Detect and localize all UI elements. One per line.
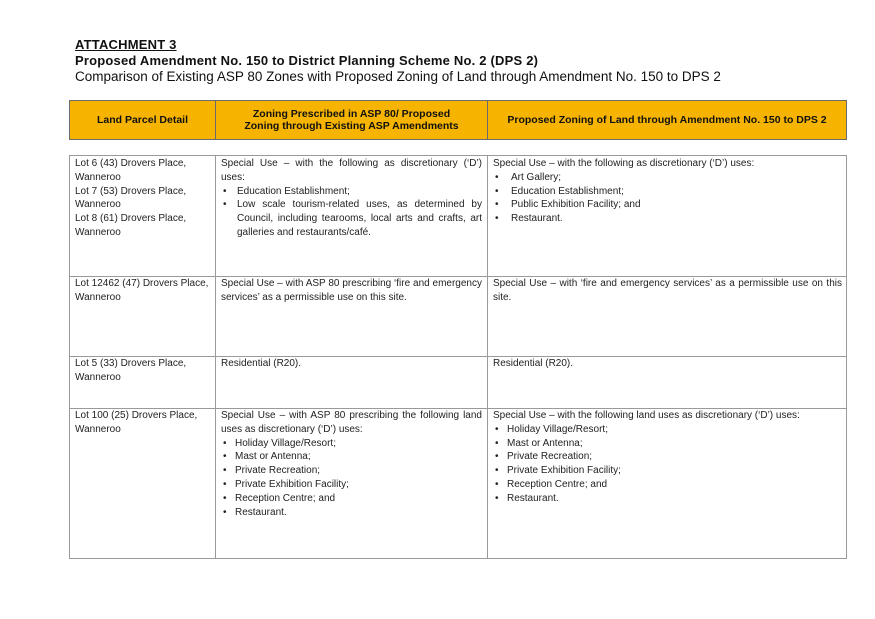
zoning-intro: Residential (R20). (493, 358, 574, 369)
table-row-3-parcel (75, 357, 209, 385)
list-item: • Holiday Village/Resort; (221, 437, 482, 451)
list-item: • Restaurant. (493, 212, 842, 226)
table-row-4-existing (221, 409, 482, 519)
column-header-proposed-zoning: Proposed Zoning of Land through Amendment No. 150 to DPS 2 (507, 114, 827, 126)
parcel-line: Lot 8 (61) Drovers Place, Wanneroo (75, 213, 187, 238)
list-item: • Reception Centre; and (493, 478, 842, 492)
zoning-intro: Residential (R20). (221, 358, 302, 369)
table-row-1-parcel (75, 157, 209, 240)
table-row-4-proposed (493, 409, 842, 506)
column-divider (487, 156, 488, 558)
list-item: • Private Exhibition Facility; (221, 478, 482, 492)
table-row-4-parcel (75, 409, 209, 437)
zoning-intro: Special Use – with the following land uses as discretionary (‘D’) uses: (493, 410, 800, 421)
use-list (493, 171, 842, 226)
column-divider (215, 156, 216, 558)
table-row-3-proposed (493, 357, 842, 371)
parcel-line: Lot 100 (25) Drovers Place, Wanneroo (75, 410, 198, 435)
parcel-line: Lot 7 (53) Drovers Place, Wanneroo (75, 185, 187, 211)
use-list (221, 437, 482, 520)
list-item: • Low scale tourism-related uses, as determined by Council, including tearooms, local arts and crafts, art galleries and restaurants/café. (221, 198, 482, 239)
list-item: • Reception Centre; and (221, 492, 482, 506)
table-row-2-parcel (75, 277, 209, 305)
zoning-intro: Special Use – with ‘fire and emergency services’ as a permissible use on this site. (493, 278, 842, 303)
attachment-heading: ATTACHMENT 3 (75, 37, 177, 52)
zoning-intro: Special Use – with the following as discretionary (‘D’) uses: (493, 158, 755, 169)
use-list (221, 185, 482, 240)
table-row-1-existing (221, 157, 482, 240)
parcel-line: Lot 6 (43) Drovers Place, Wanneroo (75, 158, 187, 183)
table-row-1-proposed (493, 157, 842, 226)
zoning-intro: Special Use – with ASP 80 prescribing the following land uses as discretionary (‘D’) uses: (221, 410, 482, 435)
list-item: • Art Gallery; (493, 171, 842, 185)
column-header-land-parcel: Land Parcel Detail (96, 114, 189, 126)
document-title: Proposed Amendment No. 150 to District Planning Scheme No. 2 (DPS 2) (75, 53, 539, 68)
list-item: • Public Exhibition Facility; and (493, 198, 842, 212)
list-item: • Private Exhibition Facility; (493, 464, 842, 478)
parcel-line: Lot 5 (33) Drovers Place, Wanneroo (75, 358, 187, 383)
list-item: • Restaurant. (221, 506, 482, 520)
zoning-intro: Special Use – with ASP 80 prescribing ‘fire and emergency services’ as a permissible use on this site. (221, 278, 482, 303)
column-header-existing-zoning: Zoning Prescribed in ASP 80/ Proposed Zoning through Existing ASP Amendments (244, 108, 459, 132)
table-body (69, 155, 847, 559)
list-item: • Education Establishment; (493, 185, 842, 199)
list-item: • Holiday Village/Resort; (493, 423, 842, 437)
list-item: • Mast or Antenna; (221, 450, 482, 464)
document-subtitle: Comparison of Existing ASP 80 Zones with Proposed Zoning of Land through Amendment No. 150 to DPS 2 (75, 69, 721, 84)
list-item: • Private Recreation; (493, 450, 842, 464)
table-row-2-proposed (493, 277, 842, 305)
list-item: • Mast or Antenna; (493, 437, 842, 451)
list-item: • Education Establishment; (221, 185, 482, 199)
zoning-intro: Special Use – with the following as discretionary (‘D’) uses: (221, 158, 482, 183)
parcel-line: Lot 12462 (47) Drovers Place, Wanneroo (75, 278, 209, 303)
list-item: • Private Recreation; (221, 464, 482, 478)
table-row-2-existing (221, 277, 482, 305)
table-header (69, 100, 847, 140)
list-item: • Restaurant. (493, 492, 842, 506)
table-row-3-existing (221, 357, 482, 371)
use-list (493, 423, 842, 506)
